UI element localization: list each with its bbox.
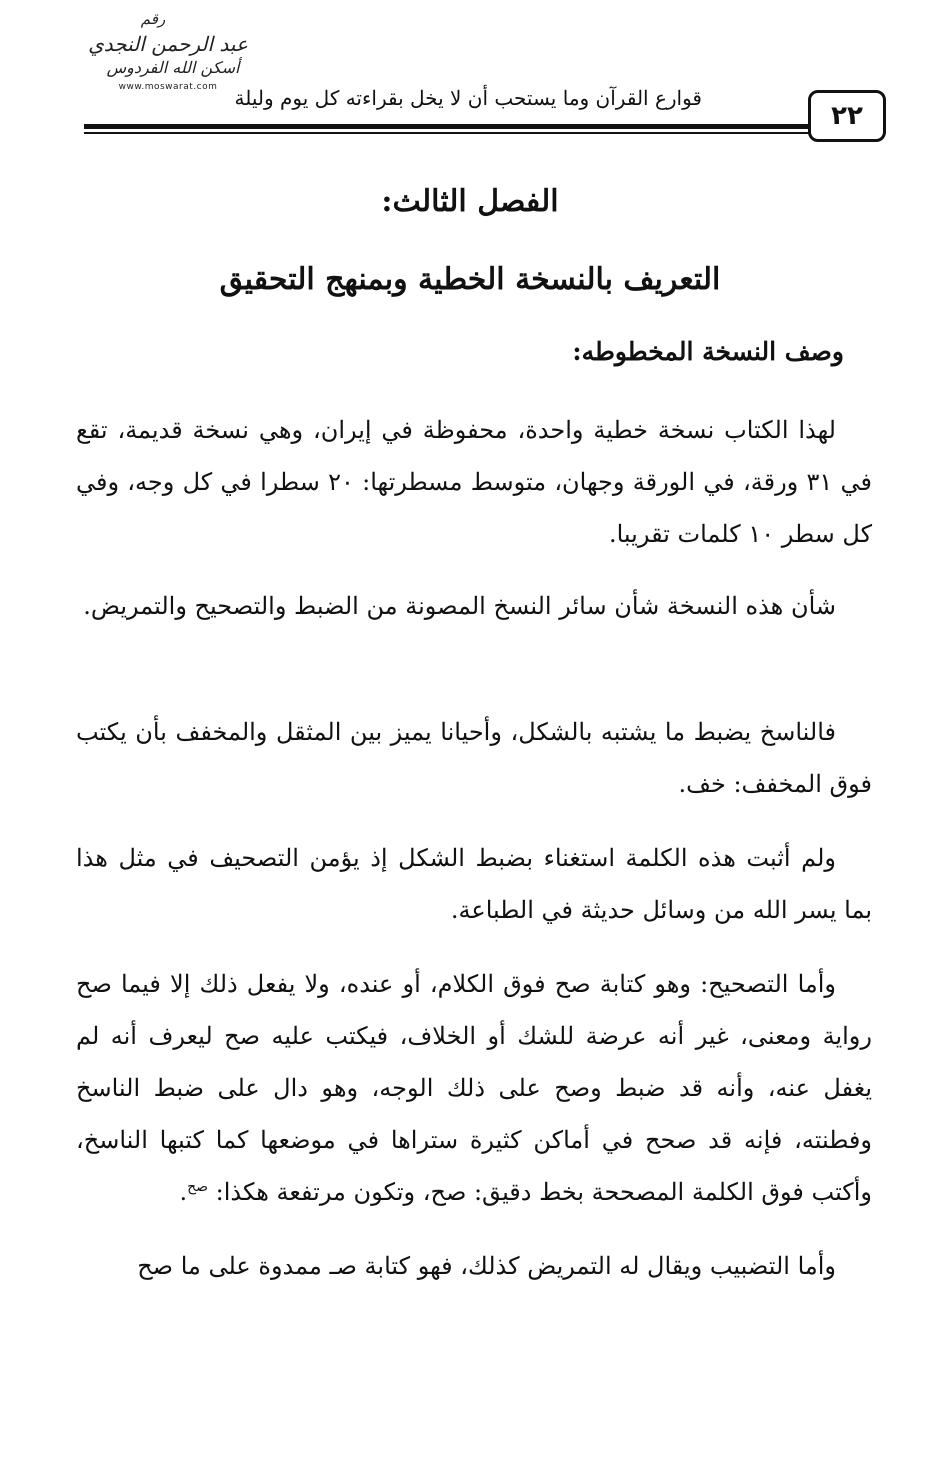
paragraph-copyist-marking: فالناسخ يضبط ما يشتبه بالشكل، وأحيانا يميز بين المثقل والمخفف بأن يكتب فوق المخفف: خف. [76, 718, 872, 798]
paragraph-tadbib: وأما التضبيب ويقال له التمريض كذلك، فهو كتابة صـ ممدوة على ما صح [137, 1252, 836, 1280]
chapter-subtitle: التعريف بالنسخة الخطية وبمنهج التحقيق [219, 262, 721, 297]
paragraph-tashih: وأما التصحيح: وهو كتابة صح فوق الكلام، أو عنده، ولا يفعل ذلك إلا فيما صح رواية ومعنى، غير أنه عرضة للشك أو الخلاف، فيكتب عليه صح ليعرف أنه لم يغفل عنه، وأنه قد ضبط وصح على ذلك الوجه، وهو دال على ضبط الناسخ وفطنته، فإنه قد صحح في أماكن كثيرة ستراها في موضعها كما كتبها الناسخ، وأكتب فوق الكلمة المصححة بخط دقيق: صح، وتكون مرتفعة هكذا: $^{صح}$. [76, 970, 872, 1206]
paragraph-manuscript-description: لهذا الكتاب نسخة خطية واحدة، محفوظة في إيران، وهي نسخة قديمة، تقع في ٣١ ورقة، في الورقة وجهان، متوسط مسطرتها: ٢٠ سطرا في كل وجه، وفي كل سطر ١٠ كلمات تقريبا. [76, 416, 872, 548]
stamp-line-1: رقم [140, 10, 166, 28]
paragraph-tashih-text: وأما التصحيح: وهو كتابة صح فوق الكلام، أو عنده، ولا يفعل ذلك إلا فيما صح رواية ومعنى، غير أنه عرضة للشك أو الخلاف، فيكتب عليه صح ليعرف أنه لم يغفل عنه، وأنه قد ضبط وصح على ذلك الوجه، وهو دال على ضبط الناسخ وفطنته، فإنه قد صحح في أماكن كثيرة ستراها في موضعها كما كتبها الناسخ، وأكتب فوق الكلمة المصححة بخط دقيق: صح، وتكون مرتفعة هكذا: [76, 970, 872, 1206]
paragraph-omission-note: ولم أثبت هذه الكلمة استغناء بضبط الشكل إذ يؤمن التصحيف في مثل هذا بما يسر الله من وسائل حديثة في الطباعة. [76, 844, 872, 924]
library-stamp [78, 10, 278, 92]
section-heading: وصف النسخة المخطوطه: [572, 337, 844, 366]
header-rule-thick [84, 124, 814, 129]
raised-sah-mark: صح [187, 1179, 209, 1195]
chapter-title: الفصل الثالث: [381, 184, 559, 219]
header-rule-thin [84, 132, 814, 134]
paragraph-copy-status: شأن هذه النسخة شأن سائر النسخ المصونة من الضبط والتصحيح والتمريض. [83, 592, 836, 620]
page-number-box [808, 90, 886, 142]
running-title: قوارع القرآن وما يستحب أن لا يخل بقراءته كل يوم وليلة [234, 86, 702, 110]
page-number: ٢٢ [831, 101, 863, 131]
stamp-line-2: عبد الرحمن النجدي [88, 32, 248, 56]
stamp-line-3: أسكن الله الفردوس [106, 58, 240, 77]
stamp-website: www.moswarat.com [118, 82, 218, 92]
